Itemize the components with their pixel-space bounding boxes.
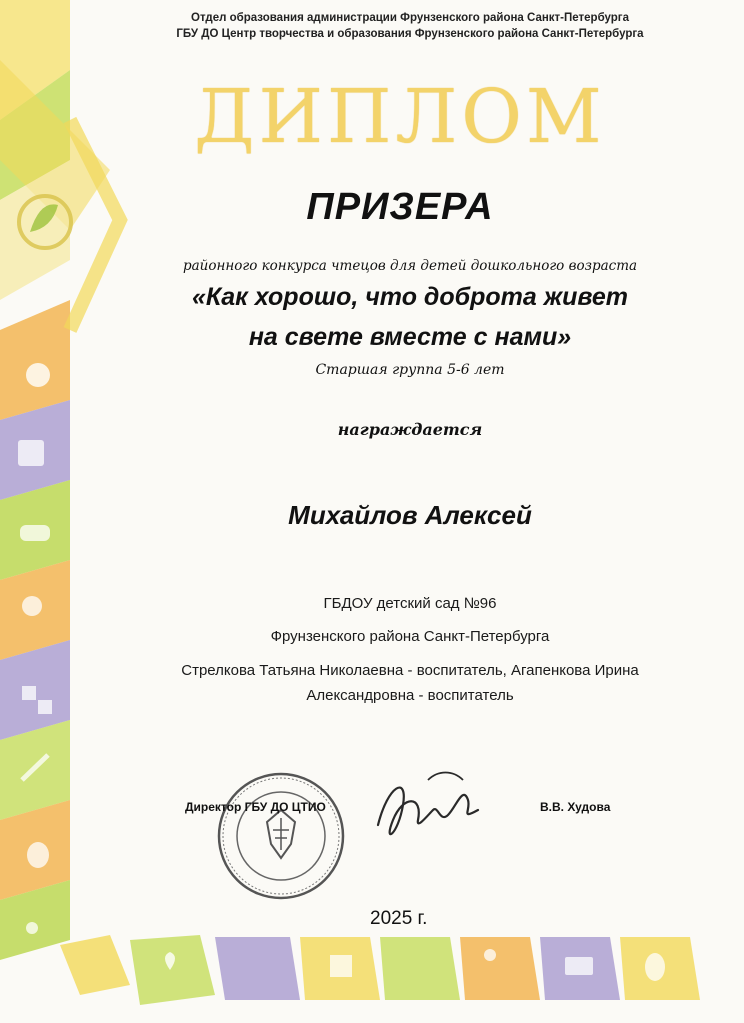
teachers-line-2: Александровна - воспитатель: [306, 687, 514, 704]
issue-year: 2025 г.: [370, 908, 428, 929]
contest-name-line-2: на свете вместе с нами»: [248, 323, 572, 351]
blocks-icon: [38, 700, 52, 714]
institution-line-2: Фрунзенского района Санкт-Петербурга: [270, 628, 550, 645]
organization-line-2: ГБУ ДО Центр творчества и образования Фрунзенского района Санкт-Петербурга: [176, 28, 644, 40]
director-signature: [368, 765, 488, 855]
sun-icon: [26, 363, 50, 387]
contest-description: районного конкурса чтецов для детей дошкольного возраста: [182, 258, 638, 274]
blocks-icon: [22, 686, 36, 700]
institution-line-1: ГБДОУ детский сад №96: [323, 595, 497, 612]
teachers-line-1: Стрелкова Татьяна Николаевна - воспитатель, Агапенкова Ирина: [181, 662, 639, 679]
diploma-title: ДИПЛОМ: [194, 74, 606, 160]
contest-name-line-1: «Как хорошо, что доброта живет: [191, 283, 629, 311]
laptop-icon: [565, 957, 593, 975]
age-group: Старшая группа 5-6 лет: [315, 362, 505, 378]
bottom-decorative-border: [0, 925, 744, 1023]
border-tile: [380, 937, 460, 1000]
left-decorative-border: [0, 0, 140, 1023]
border-tile: [130, 935, 215, 1005]
blocks-icon: [330, 955, 352, 977]
border-tile: [60, 935, 130, 995]
organization-line-1: Отдел образования администрации Фрунзенского района Санкт-Петербурга: [191, 12, 629, 24]
diploma-subtitle: ПРИЗЕРА: [306, 186, 494, 228]
director-title: Директор ГБУ ДО ЦТИО: [185, 800, 326, 814]
car-icon: [20, 525, 50, 541]
awarded-label: награждается: [337, 420, 483, 439]
music-icon: [18, 440, 44, 466]
director-name: В.В. Худова: [540, 800, 611, 814]
theatre-mask-icon: [27, 842, 49, 868]
recipient-name: Михайлов Алексей: [288, 500, 532, 530]
robot-icon: [22, 596, 42, 616]
border-tile: [0, 300, 70, 420]
border-tile: [460, 937, 540, 1000]
dancer-icon: [484, 949, 496, 961]
official-stamp: [215, 770, 347, 902]
border-tile: [215, 937, 300, 1000]
vase-icon: [645, 953, 665, 981]
